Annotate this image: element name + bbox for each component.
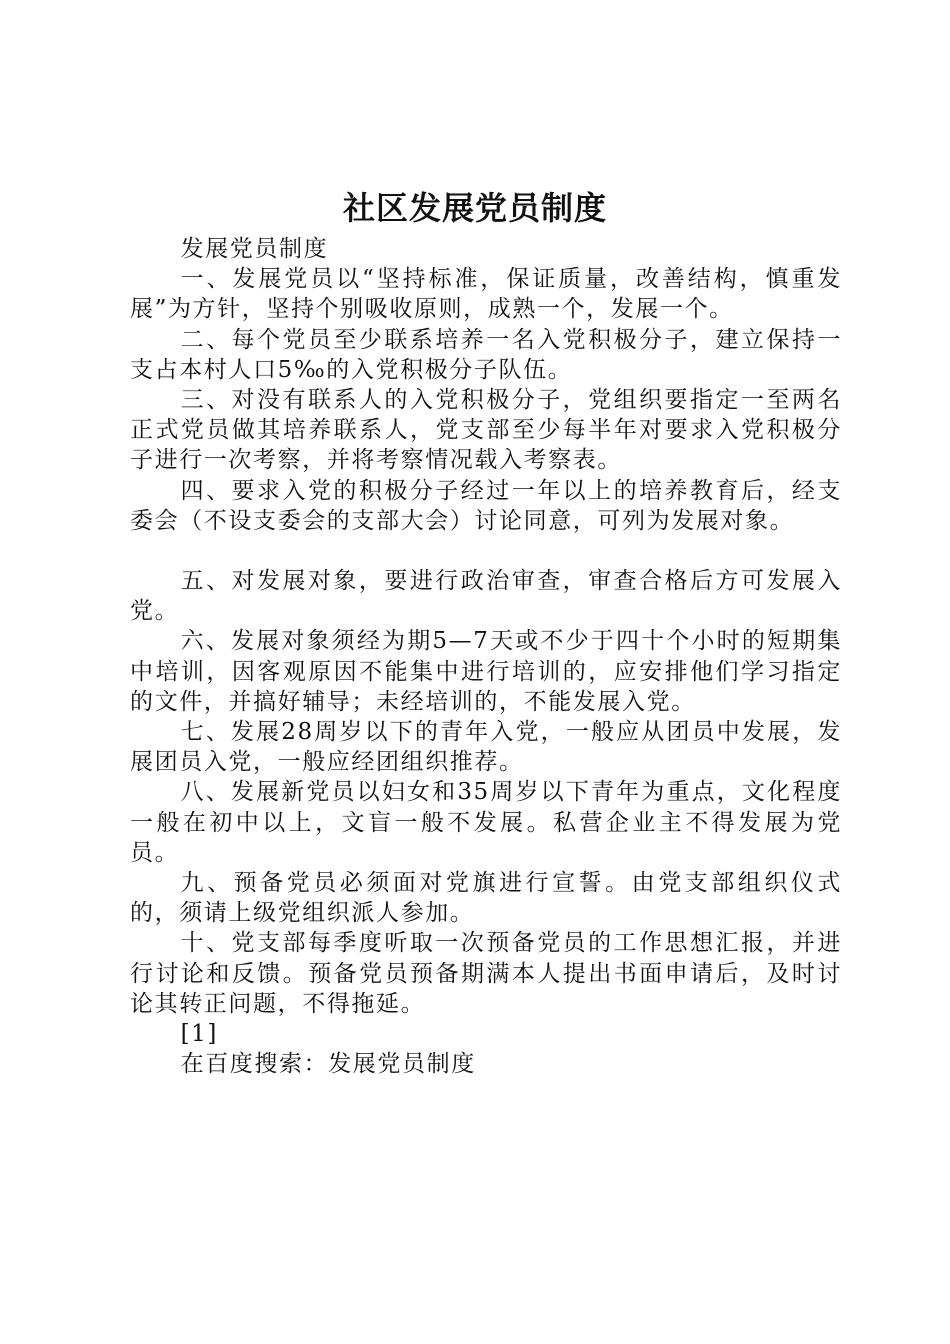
paragraph-heading: 发展党员制度: [180, 236, 329, 262]
document-title: 社区发展党员制度: [342, 189, 607, 227]
paragraph-6: 六、发展对象须经为期5—7天或不少于四十个小时的短期集中培训，因客观原因不能集中进行培训的，应安排他们学习指定的文件，并搞好辅导；未经培训的，不能发展入党。: [130, 628, 842, 715]
reference-marker: [1]: [180, 1021, 218, 1048]
paragraph-3: 三、对没有联系人的入党积极分子，党组织要指定一至两名正式党员做其培养联系人，党支部至少每半年对要求入党积极分子进行一次考察，并将考察情况载入考察表。: [130, 387, 842, 474]
paragraph-1: 一、发展党员以“坚持标准，保证质量，改善结构，慎重发展”为方针，坚持个别吸收原则，成熟一个，发展一个。: [130, 266, 842, 323]
paragraph-7: 七、发展28周岁以下的青年入党，一般应从团员中发展，发展团员入党，一般应经团组织推荐。: [130, 719, 842, 776]
search-hint: 在百度搜索：发展党员制度: [180, 1051, 476, 1078]
paragraph-8: 八、发展新党员以妇女和35周岁以下青年为重点，文化程度一般在初中以上，文盲一般不发展。私营企业主不得发展为党员。: [130, 779, 842, 866]
document-body: [130, 234, 842, 1079]
paragraph-10: 十、党支部每季度听取一次预备党员的工作思想汇报，并进行讨论和反馈。预备党员预备期满本人提出书面申请后，及时讨论其转正问题，不得拖延。: [130, 930, 842, 1017]
paragraph-4: 四、要求入党的积极分子经过一年以上的培养教育后，经支委会（不设支委会的支部大会）讨论同意，可列为发展对象。: [130, 477, 842, 534]
paragraph-9: 九、预备党员必须面对党旗进行宣誓。由党支部组织仪式的，须请上级党组织派人参加。: [130, 870, 842, 927]
paragraph-2: 二、每个党员至少联系培养一名入党积极分子，建立保持一支占本村人口5‰的入党积极分子队伍。: [130, 326, 842, 383]
paragraph-5: 五、对发展对象，要进行政治审查，审查合格后方可发展入党。: [130, 568, 842, 625]
